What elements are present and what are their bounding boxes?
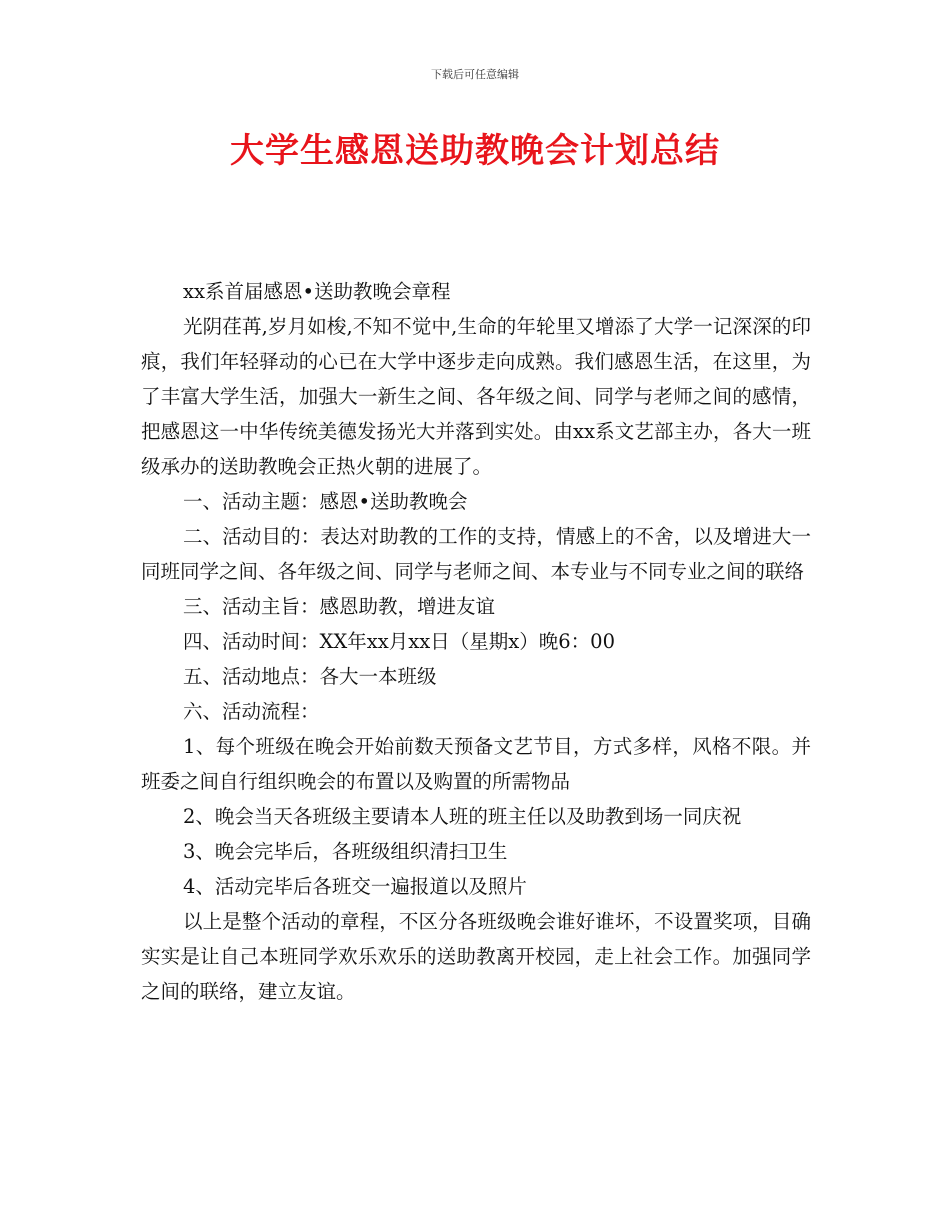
paragraph-charter-heading: xx系首届感恩•送助教晚会章程 [183,280,451,303]
paragraph-step-2: 2、晚会当天各班级主要请本人班的班主任以及助教到场一同庆祝 [183,805,742,828]
document-body [141,274,811,1009]
paragraph-time: 四、活动时间：XX年xx月xx日（星期x）晚6：00 [183,630,615,653]
paragraph-step-3: 3、晚会完毕后，各班级组织清扫卫生 [183,840,508,863]
paragraph-location: 五、活动地点：各大一本班级 [183,665,437,688]
download-note: 下载后可任意编辑 [431,68,519,81]
paragraph-step-4: 4、活动完毕后各班交一遍报道以及照片 [183,875,527,898]
paragraph-intro: 光阴荏苒,岁月如梭,不知不觉中,生命的年轮里又增添了大学一记深深的印痕，我们年轻驿动的心已在大学中逐步走向成熟。我们感恩生活，在这里，为了丰富大学生活，加强大一新生之间、各年级之间、同学与老师之间的感情，把感恩这一中华传统美德发扬光大并落到实处。由xx系文艺部主办，各大一班级承办的送助教晚会正热火朝的进展了。 [141,315,811,478]
paragraph-theme: 一、活动主题：感恩•送助教晚会 [183,490,468,513]
document-title: 大学生感恩送助教晚会计划总结 [230,131,720,171]
paragraph-aim: 三、活动主旨：感恩助教，增进友谊 [183,595,496,618]
paragraph-purpose: 二、活动目的：表达对助教的工作的支持，情感上的不舍，以及增进大一同班同学之间、各年级之间、同学与老师之间、本专业与不同专业之间的联络 [141,525,811,583]
paragraph-step-1: 1、每个班级在晚会开始前数天预备文艺节目，方式多样，风格不限。并班委之间自行组织晚会的布置以及购置的所需物品 [141,735,811,793]
paragraph-conclusion: 以上是整个活动的章程，不区分各班级晚会谁好谁坏，不设置奖项，目确实实是让自己本班同学欢乐欢乐的送助教离开校园，走上社会工作。加强同学之间的联络，建立友谊。 [141,910,811,1003]
paragraph-process-heading: 六、活动流程： [183,700,320,723]
